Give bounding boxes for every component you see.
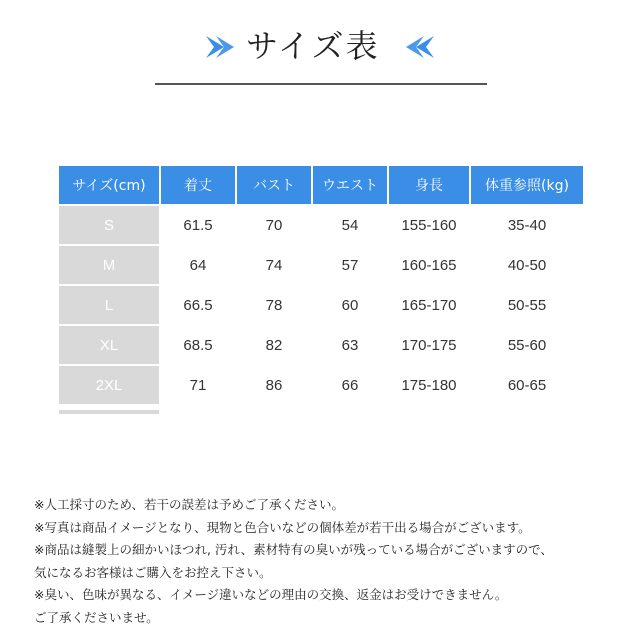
table-row: [59, 206, 583, 244]
table-cell: 60: [341, 296, 359, 314]
header-weight: 体重参照(kg): [471, 166, 583, 204]
title-underline: [155, 83, 487, 85]
table-cell: 74: [265, 256, 283, 274]
size-table: [57, 164, 585, 406]
table-cell: 70: [265, 216, 283, 234]
note-line: ※人工採寸のため、若干の誤差は予めご了承ください。: [34, 497, 344, 512]
note-line: ※臭い、色味が異なる、イメージ違いなどの理由の交換、返金はお受けできません。: [34, 587, 508, 602]
header-height: 身長: [389, 166, 469, 204]
table-cell: 155-160: [401, 216, 457, 234]
size-cell: S: [59, 206, 159, 244]
table-cell: 57: [341, 256, 359, 274]
table-cell: 71: [189, 376, 207, 394]
page-title: サイズ表: [246, 27, 380, 65]
table-cell: 35-40: [507, 216, 547, 234]
table-cell: 68.5: [183, 336, 213, 354]
note-line: 気になるお客様はご購入をお控え下さい。: [34, 564, 272, 580]
table-cell: 66.5: [183, 296, 213, 314]
size-cell: 2XL: [59, 366, 159, 404]
size-column-tail: [59, 410, 159, 414]
size-cell: M: [59, 246, 159, 284]
table-cell: 165-170: [401, 296, 457, 314]
header-length: 着丈: [161, 166, 235, 204]
table-cell: 86: [265, 376, 283, 394]
table-cell: 66: [341, 376, 359, 394]
table-row: [59, 246, 583, 284]
note-line: ご了承くださいませ。: [34, 609, 159, 625]
header-waist: ウエスト: [313, 166, 387, 204]
table-header-row: [59, 166, 583, 204]
table-cell: 54: [341, 216, 359, 234]
table-cell: 63: [341, 336, 359, 354]
table-row: [59, 326, 583, 364]
header-size: サイズ(cm): [59, 166, 159, 204]
table-cell: 170-175: [401, 336, 457, 354]
header-bust: バスト: [237, 166, 311, 204]
note-line: ※商品は縫製上の細かいほつれ, 汚れ、素材特有の臭いが残っている場合がございますので、: [34, 542, 553, 557]
table-cell: 82: [265, 336, 283, 354]
chevron-right-icon: [206, 36, 234, 58]
chevron-left-icon: [406, 36, 434, 58]
size-cell: XL: [59, 326, 159, 364]
table-cell: 50-55: [507, 296, 547, 314]
size-cell: L: [59, 286, 159, 324]
table-cell: 60-65: [507, 376, 547, 394]
table-cell: 40-50: [507, 256, 547, 274]
table-cell: 175-180: [401, 376, 457, 394]
table-cell: 160-165: [401, 256, 457, 274]
table-cell: 78: [265, 296, 283, 314]
table-row: [59, 286, 583, 324]
notes-block: [34, 494, 634, 629]
table-cell: 64: [189, 256, 207, 274]
table-row: [59, 366, 583, 404]
title-block: [0, 22, 640, 72]
note-line: ※写真は商品イメージとなり、現物と色合いなどの個体差が若干出る場合がございます。: [34, 519, 531, 535]
table-cell: 55-60: [507, 336, 547, 354]
table-cell: 61.5: [183, 216, 213, 234]
